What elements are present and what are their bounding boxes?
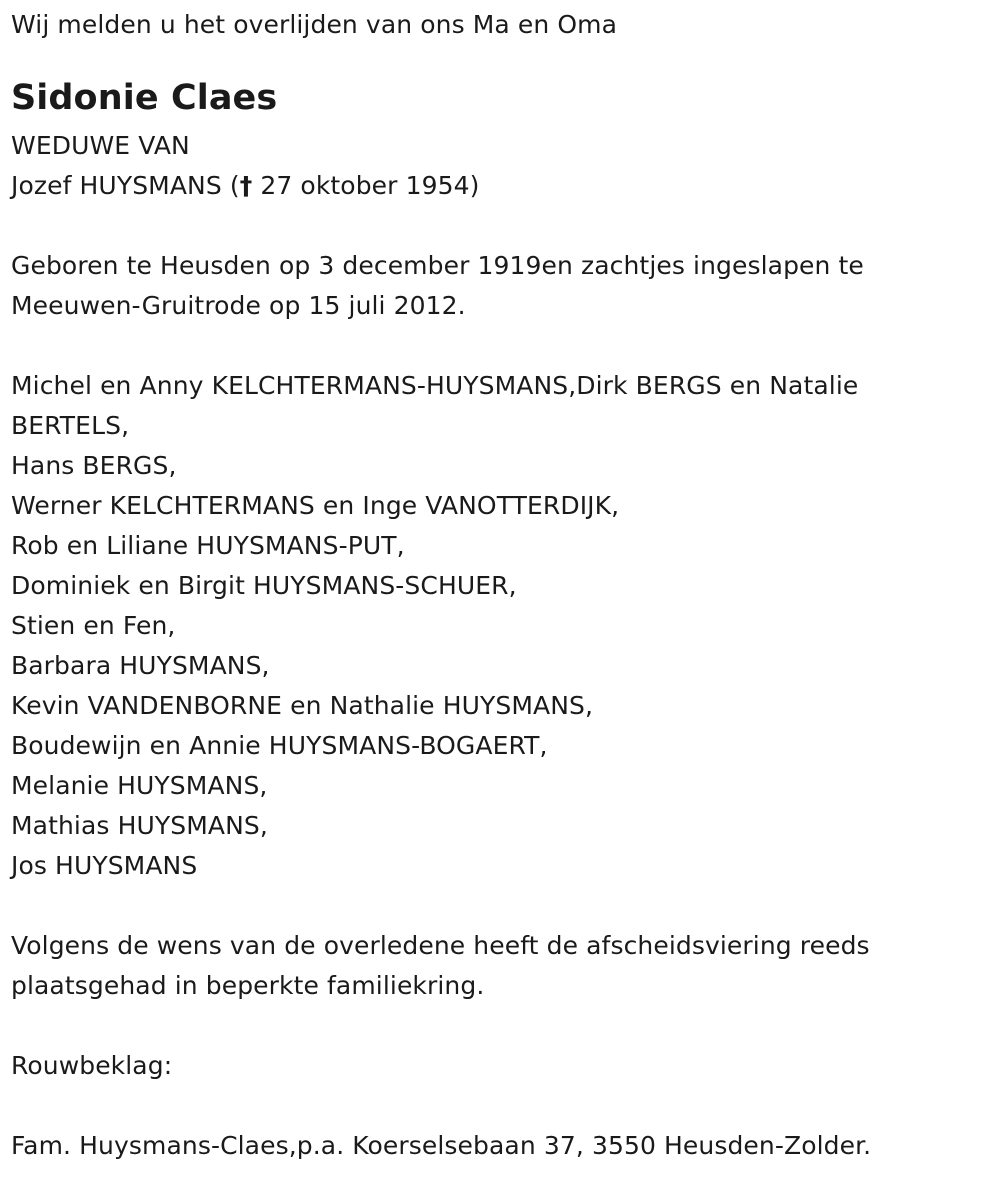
spacer (11, 326, 991, 366)
family-line: Dominiek en Birgit HUYSMANS-SCHUER, (11, 571, 517, 600)
family-line: Michel en Anny KELCHTERMANS-HUYSMANS,Dirk BERGS en Natalie (11, 371, 859, 400)
intro-text: Wij melden u het overlijden van ons Ma en Oma (11, 10, 618, 39)
family-line: Mathias HUYSMANS, (11, 811, 268, 840)
death-notice (11, 5, 991, 1166)
family-line: Stien en Fen, (11, 611, 176, 640)
family-line: Melanie HUYSMANS, (11, 771, 268, 800)
ceremony-line: plaatsgehad in beperkte familiekring. (11, 971, 485, 1000)
spacer (11, 886, 991, 926)
family-line: Boudewijn en Annie HUYSMANS-BOGAERT, (11, 731, 548, 760)
cross-icon: † (239, 171, 253, 200)
spouse-death-date: 27 oktober 1954) (252, 171, 480, 200)
birth-death-line: Geboren te Heusden op 3 december 1919en zachtjes ingeslapen te (11, 251, 864, 280)
family-line: Jos HUYSMANS (11, 851, 198, 880)
ceremony-line: Volgens de wens van de overledene heeft de afscheidsviering reeds (11, 931, 870, 960)
family-line: Rob en Liliane HUYSMANS-PUT, (11, 531, 405, 560)
condolence-address: Fam. Huysmans-Claes,p.a. Koerselsebaan 37, 3550 Heusden-Zolder. (11, 1131, 872, 1160)
spacer (11, 1006, 991, 1046)
family-line: Hans BERGS, (11, 451, 177, 480)
family-line: Kevin VANDENBORNE en Nathalie HUYSMANS, (11, 691, 594, 720)
family-line: Werner KELCHTERMANS en Inge VANOTTERDIJK, (11, 491, 620, 520)
family-list (11, 366, 991, 886)
spacer (11, 1086, 991, 1126)
birth-death-line: Meeuwen-Gruitrode op 15 juli 2012. (11, 291, 466, 320)
family-line: BERTELS, (11, 411, 130, 440)
spouse-line (11, 166, 991, 206)
spacer (11, 206, 991, 246)
ceremony-paragraph (11, 926, 991, 1006)
birth-death-paragraph (11, 246, 991, 326)
spouse-name: Jozef HUYSMANS (11, 171, 222, 200)
family-line: Barbara HUYSMANS, (11, 651, 270, 680)
widow-label: WEDUWE VAN (11, 131, 190, 160)
open-paren: ( (229, 171, 240, 200)
deceased-name: Sidonie Claes (11, 78, 278, 118)
condolence-label: Rouwbeklag: (11, 1051, 173, 1080)
